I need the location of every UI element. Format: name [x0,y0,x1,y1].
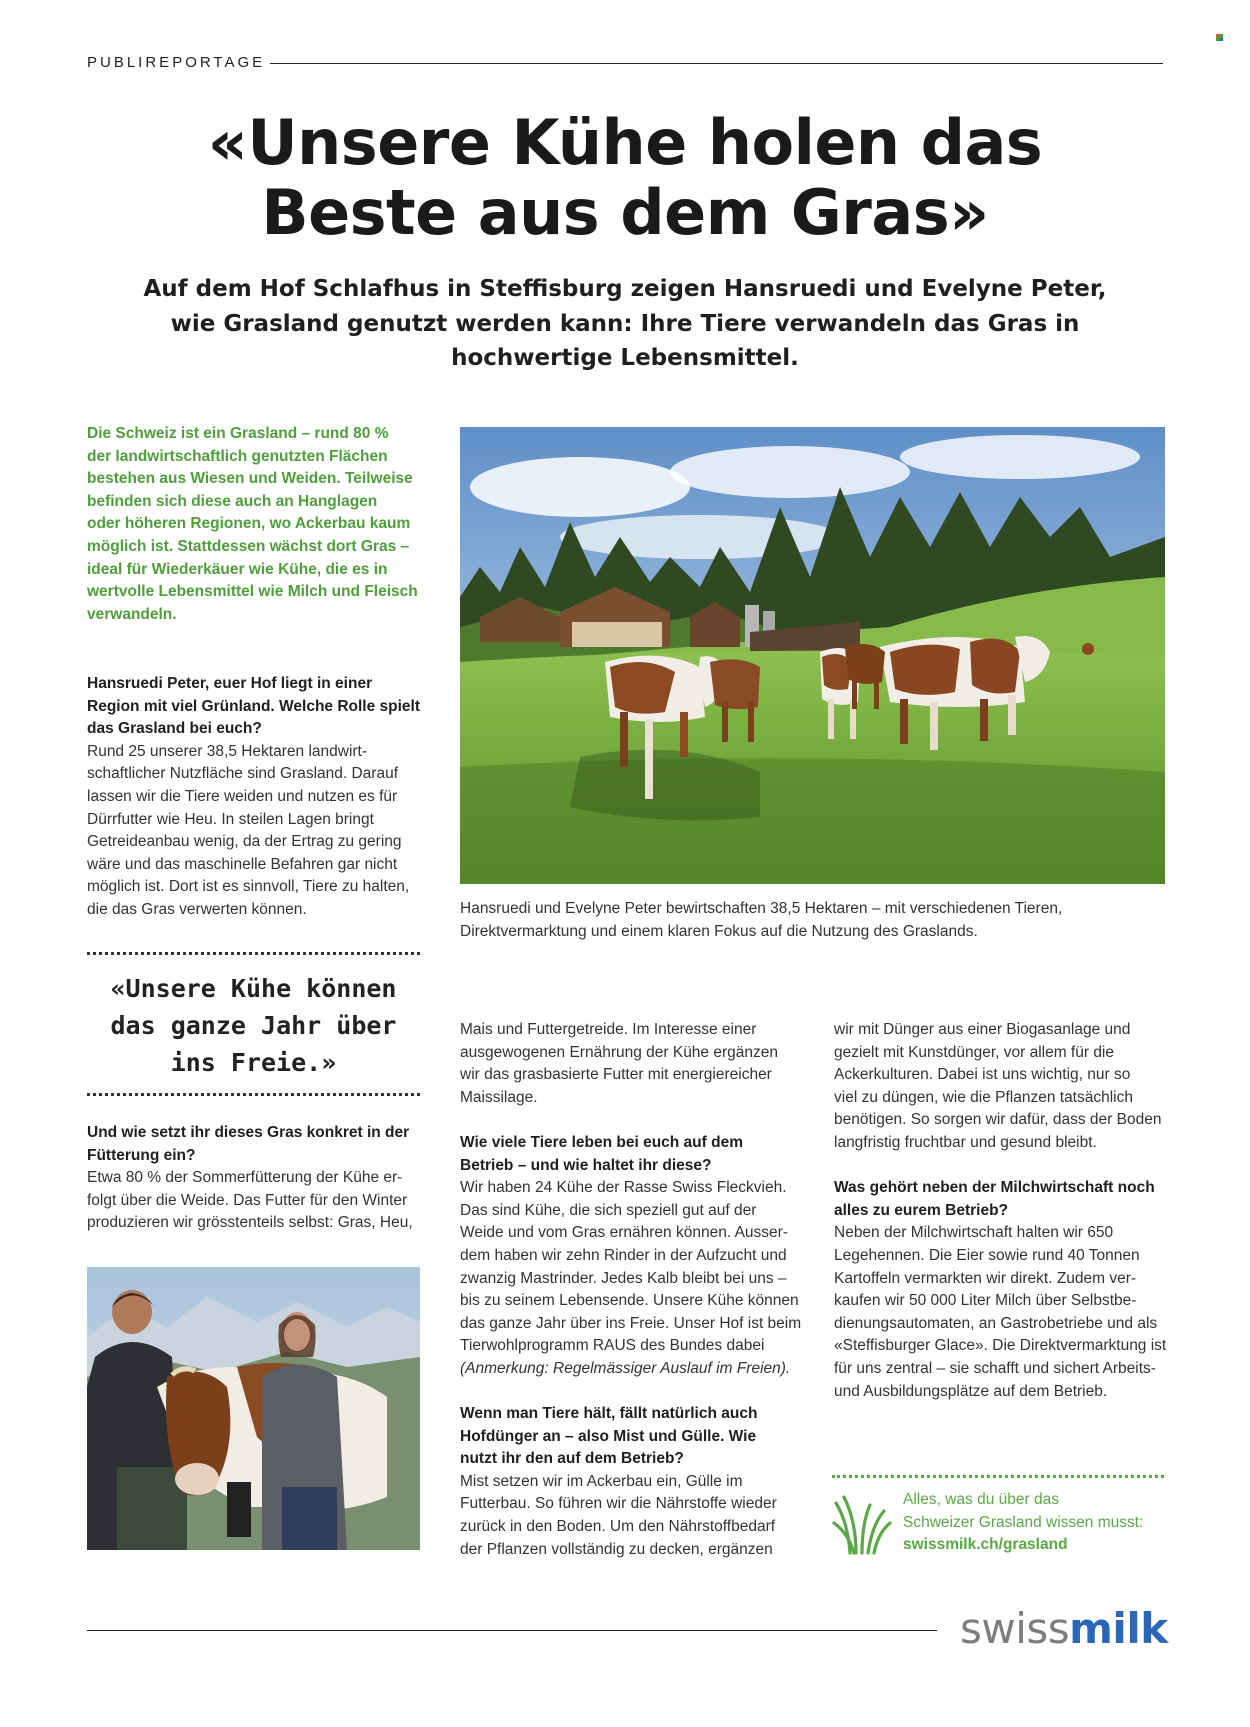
logo-part-milk: milk [1069,1604,1168,1653]
pull-quote [87,970,420,1081]
cta-link[interactable]: swissmilk.ch/grasland [903,1536,1068,1554]
question-line: Betrieb – und wie haltet ihr diese? [460,1156,712,1174]
intro-line: bestehen aus Wiesen und Weiden. Teilweise [87,470,413,488]
question-line: Und wie setzt ihr dieses Gras konkret in der [87,1124,410,1141]
question-line: Hansruedi Peter, euer Hof liegt in einer [87,675,373,692]
farmers-with-cow-photo [87,1267,420,1550]
cta-line: Alles, was du über das [903,1491,1059,1508]
pullquote-divider-bottom [87,1093,420,1096]
answer-line: ausgewogenen Ernährung der Kühe ergänzen [460,1043,778,1061]
question-line: Region mit viel Grünland. Welche Rolle spielt [87,697,421,715]
cows-on-pasture-photo [460,427,1165,884]
grass-icon [832,1493,892,1555]
pullquote-line: «Unsere Kühe können [110,974,397,1003]
answer-line: Futterbau. So führen wir die Nährstoffe wieder [460,1495,777,1513]
logo-part-swiss: swiss [960,1604,1070,1653]
question-line: Hofdünger an – also Mist und Gülle. Wie [460,1427,757,1445]
subhead-line: hochwertige Lebensmittel. [451,345,799,371]
answer-line: Legehennen. Die Eier sowie rund 40 Tonnen [834,1246,1140,1264]
answer-line: Wir haben 24 Kühe der Rasse Swiss Fleckvieh. [460,1179,787,1197]
answer-line: Neben der Milchwirtschaft halten wir 650 [834,1224,1114,1242]
cta-line: Schweizer Grasland wissen musst: [903,1513,1144,1531]
answer-line: dienungsautomaten, an Gastrobetriebe und als [834,1314,1158,1332]
answer-line: Weide und vom Gras ernähren können. Ausser- [460,1224,788,1242]
answer-line: wäre und das maschinelle Befahren gar nicht [87,855,398,873]
intro-line: verwandeln. [87,605,177,623]
answer-line: wir das grasbasierte Futter mit energiereicher [460,1066,772,1084]
answer-line: kaufen wir 50 000 Liter Milch über Selbstbe- [834,1292,1137,1310]
answer-line: Mais und Futtergetreide. Im Interesse einer [460,1021,757,1038]
intro-line: der landwirtschaftlich genutzten Flächen [87,447,388,465]
answer-line: für uns zentral – sie schafft und sichert Arbeits- [834,1359,1156,1377]
subhead-line: wie Grasland genutzt werden kann: Ihre Tiere verwandeln das Gras in [170,310,1080,337]
intro-paragraph [87,423,427,626]
corner-mark [1216,34,1223,41]
answer-line: Ackerkulturen. Dabei ist uns wichtig, nur so [834,1066,1131,1084]
intro-line: wertvolle Lebensmittel wie Milch und Fleisch [87,583,418,601]
answer-line: Rund 25 unserer 38,5 Hektaren landwirt- [87,742,368,760]
answer-line: dem haben wir zehn Rinder in der Aufzucht und [460,1246,787,1264]
intro-line: Die Schweiz ist ein Grasland – rund 80 % [87,425,389,442]
intro-line: befinden sich diese auch an Hanglagen [87,492,378,510]
swissmilk-logo [960,1604,1168,1654]
interview-block-2 [87,1122,432,1235]
question-line: das Grasland bei euch? [87,720,262,738]
section-kicker: PUBLIREPORTAGE [87,54,266,71]
interview-block-1 [87,673,432,922]
intro-line: möglich ist. Stattdessen wächst dort Gras – [87,537,410,555]
question-line: Fütterung ein? [87,1146,196,1164]
answer-line: langfristig fruchtbar und gesund bleibt. [834,1133,1097,1151]
answer-line: viel zu düngen, wie die Pflanzen tatsächlich [834,1088,1133,1106]
question-line: Was gehört neben der Milchwirtschaft noch [834,1179,1155,1197]
answer-line: Kartoffeln vermarkten wir direkt. Zudem ver- [834,1269,1137,1287]
column-3 [834,1019,1179,1403]
intro-line: ideal für Wiederkäuer wie Kühe, die es in [87,560,388,578]
answer-line: Maissilage. [460,1088,538,1106]
headline-line: «Unsere Kühe holen das [207,106,1043,179]
answer-line: benötigen. So sorgen wir dafür, dass der Boden [834,1111,1162,1129]
caption-line: Direktvermarktung und einem klaren Fokus auf die Nutzung des Graslands. [460,922,978,940]
header-divider [270,63,1163,64]
answer-line: Etwa 80 % der Sommerfütterung der Kühe er- [87,1169,403,1187]
answer-line: das ganze Jahr über ins Freie. Unser Hof ist beim [460,1314,802,1332]
answer-line: «Steffisburger Glace». Die Direktvermarktung ist [834,1337,1167,1355]
cta-block [903,1489,1143,1557]
intro-line: oder höheren Regionen, wo Ackerbau kaum [87,515,411,533]
answer-note: (Anmerkung: Regelmässiger Auslauf im Freien). [460,1359,791,1377]
answer-line: folgt über die Weide. Das Futter für den Winter [87,1191,408,1209]
answer-line: zurück in den Boden. Um den Nährstoffbedarf [460,1518,776,1536]
answer-line: Tierwohlprogramm RAUS des Bundes dabei [460,1337,765,1355]
answer-line: gezielt mit Kunstdünger, vor allem für die [834,1043,1114,1061]
photo-caption [460,898,1165,943]
answer-line: Getreideanbau wenig, da der Ertrag zu gering [87,833,402,851]
caption-line: Hansruedi und Evelyne Peter bewirtschaften 38,5 Hektaren – mit verschiedenen Tieren, [460,900,1063,917]
answer-line: bis zu seinem Lebensende. Unsere Kühe können [460,1292,799,1310]
answer-line: möglich ist. Dort ist es sinnvoll, Tiere zu halten, [87,878,410,896]
answer-line: produzieren wir grösstenteils selbst: Gras, Heu, [87,1214,413,1232]
answer-line: der Pflanzen vollständig zu decken, ergänzen [460,1540,773,1558]
column-2 [460,1019,805,1561]
headline [87,108,1163,248]
answer-line: lassen wir die Tiere weiden und nutzen es für [87,787,398,805]
cta-divider [832,1475,1164,1478]
footer-divider [87,1630,937,1631]
pullquote-line: ins Freie.» [170,1048,337,1077]
headline-line: Beste aus dem Gras» [261,176,989,249]
question-line: Wie viele Tiere leben bei euch auf dem [460,1133,743,1151]
answer-line: Mist setzen wir im Ackerbau ein, Gülle im [460,1472,743,1490]
answer-line: zwanzig Mastrinder. Jedes Kalb bleibt bei uns – [460,1269,787,1287]
answer-line: und Ausbildungsplätze auf dem Betrieb. [834,1382,1108,1400]
question-line: Wenn man Tiere hält, fällt natürlich auch [460,1405,758,1423]
answer-line: wir mit Dünger aus einer Biogasanlage und [834,1021,1131,1038]
answer-line: schaftlicher Nutzfläche sind Grasland. Darauf [87,765,399,783]
question-line: nutzt ihr den auf dem Betrieb? [460,1450,684,1468]
subheadline [87,272,1163,376]
subhead-line: Auf dem Hof Schlafhus in Steffisburg zeigen Hansruedi und Evelyne Peter, [143,276,1107,302]
pullquote-divider-top [87,952,420,955]
answer-line: Das sind Kühe, die sich speziell gut auf der [460,1201,757,1219]
answer-line: Dürrfutter wie Heu. In steilen Lagen bringt [87,810,374,828]
answer-line: die das Gras verwerten können. [87,900,307,918]
pullquote-line: das ganze Jahr über [110,1011,397,1040]
question-line: alles zu eurem Betrieb? [834,1201,1009,1219]
